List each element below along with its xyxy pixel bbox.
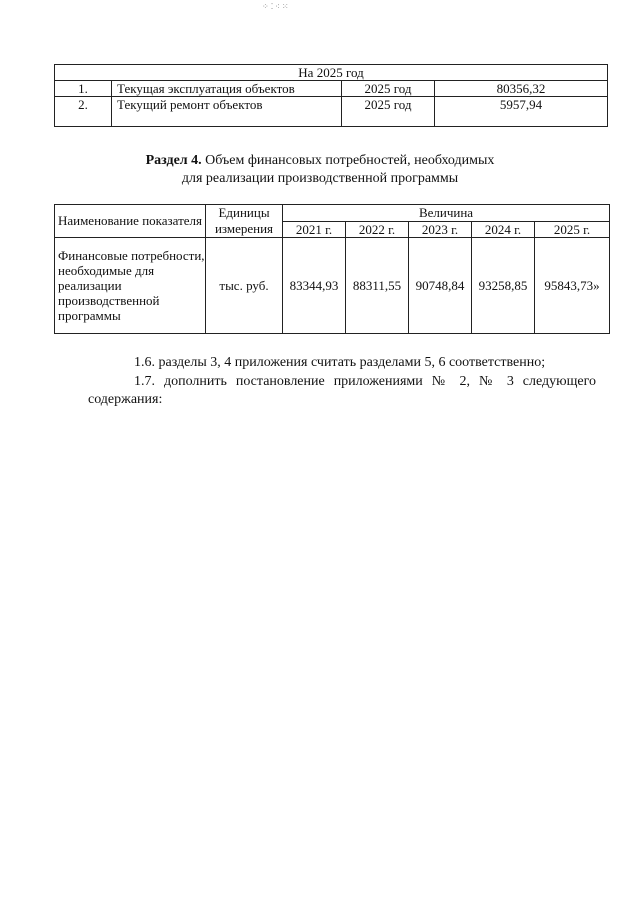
row-name: Текущий ремонт объектов bbox=[112, 97, 342, 127]
row-value: 80356,32 bbox=[435, 81, 608, 97]
objects-table bbox=[54, 64, 608, 127]
row-units: тыс. руб. bbox=[206, 238, 283, 334]
table-row bbox=[55, 238, 610, 334]
value-cell: 95843,73» bbox=[535, 238, 610, 334]
row-number: 1. bbox=[55, 81, 112, 97]
financial-needs-table bbox=[54, 204, 610, 334]
table-header-row bbox=[55, 205, 610, 222]
col-units-header: Единицы измерения bbox=[206, 205, 283, 238]
value-cell: 83344,93 bbox=[283, 238, 346, 334]
paragraph-1-7: 1.7. дополнить постановление приложениями № 2, № 3 следующего bbox=[134, 374, 596, 389]
year-cell: 2025 г. bbox=[535, 221, 610, 238]
paragraph-1-7-continued: содержания: bbox=[88, 392, 163, 407]
row-name: Текущая эксплуатация объектов bbox=[112, 81, 342, 97]
year-cell: 2022 г. bbox=[346, 221, 409, 238]
row-period: 2025 год bbox=[342, 81, 435, 97]
row-name: Финансовые потребности, необходимые для реализации производственной программы bbox=[55, 238, 206, 334]
row-value: 5957,94 bbox=[435, 97, 608, 127]
col-name-header: Наименование показателя bbox=[55, 205, 206, 238]
value-cell: 93258,85 bbox=[472, 238, 535, 334]
col-value-header: Величина bbox=[283, 205, 610, 222]
row-period: 2025 год bbox=[342, 97, 435, 127]
section-label: Раздел 4. bbox=[145, 153, 202, 168]
year-cell: 2023 г. bbox=[409, 221, 472, 238]
year-cell: 2024 г. bbox=[472, 221, 535, 238]
section-title-line2: для реализации производственной программы bbox=[181, 171, 459, 186]
section-title bbox=[0, 153, 640, 169]
table-row bbox=[55, 81, 608, 97]
section-title-line1: Объем финансовых потребностей, необходимых bbox=[201, 153, 495, 168]
value-cell: 90748,84 bbox=[409, 238, 472, 334]
scan-marks: ⁘ ⁚ ⁖ ⁙ bbox=[262, 2, 289, 11]
table-header: На 2025 год bbox=[55, 65, 608, 81]
table-row bbox=[55, 97, 608, 127]
year-cell: 2021 г. bbox=[283, 221, 346, 238]
value-cell: 88311,55 bbox=[346, 238, 409, 334]
paragraph-1-6: 1.6. разделы 3, 4 приложения считать разделами 5, 6 соответственно; bbox=[134, 355, 546, 370]
row-number: 2. bbox=[55, 97, 112, 127]
